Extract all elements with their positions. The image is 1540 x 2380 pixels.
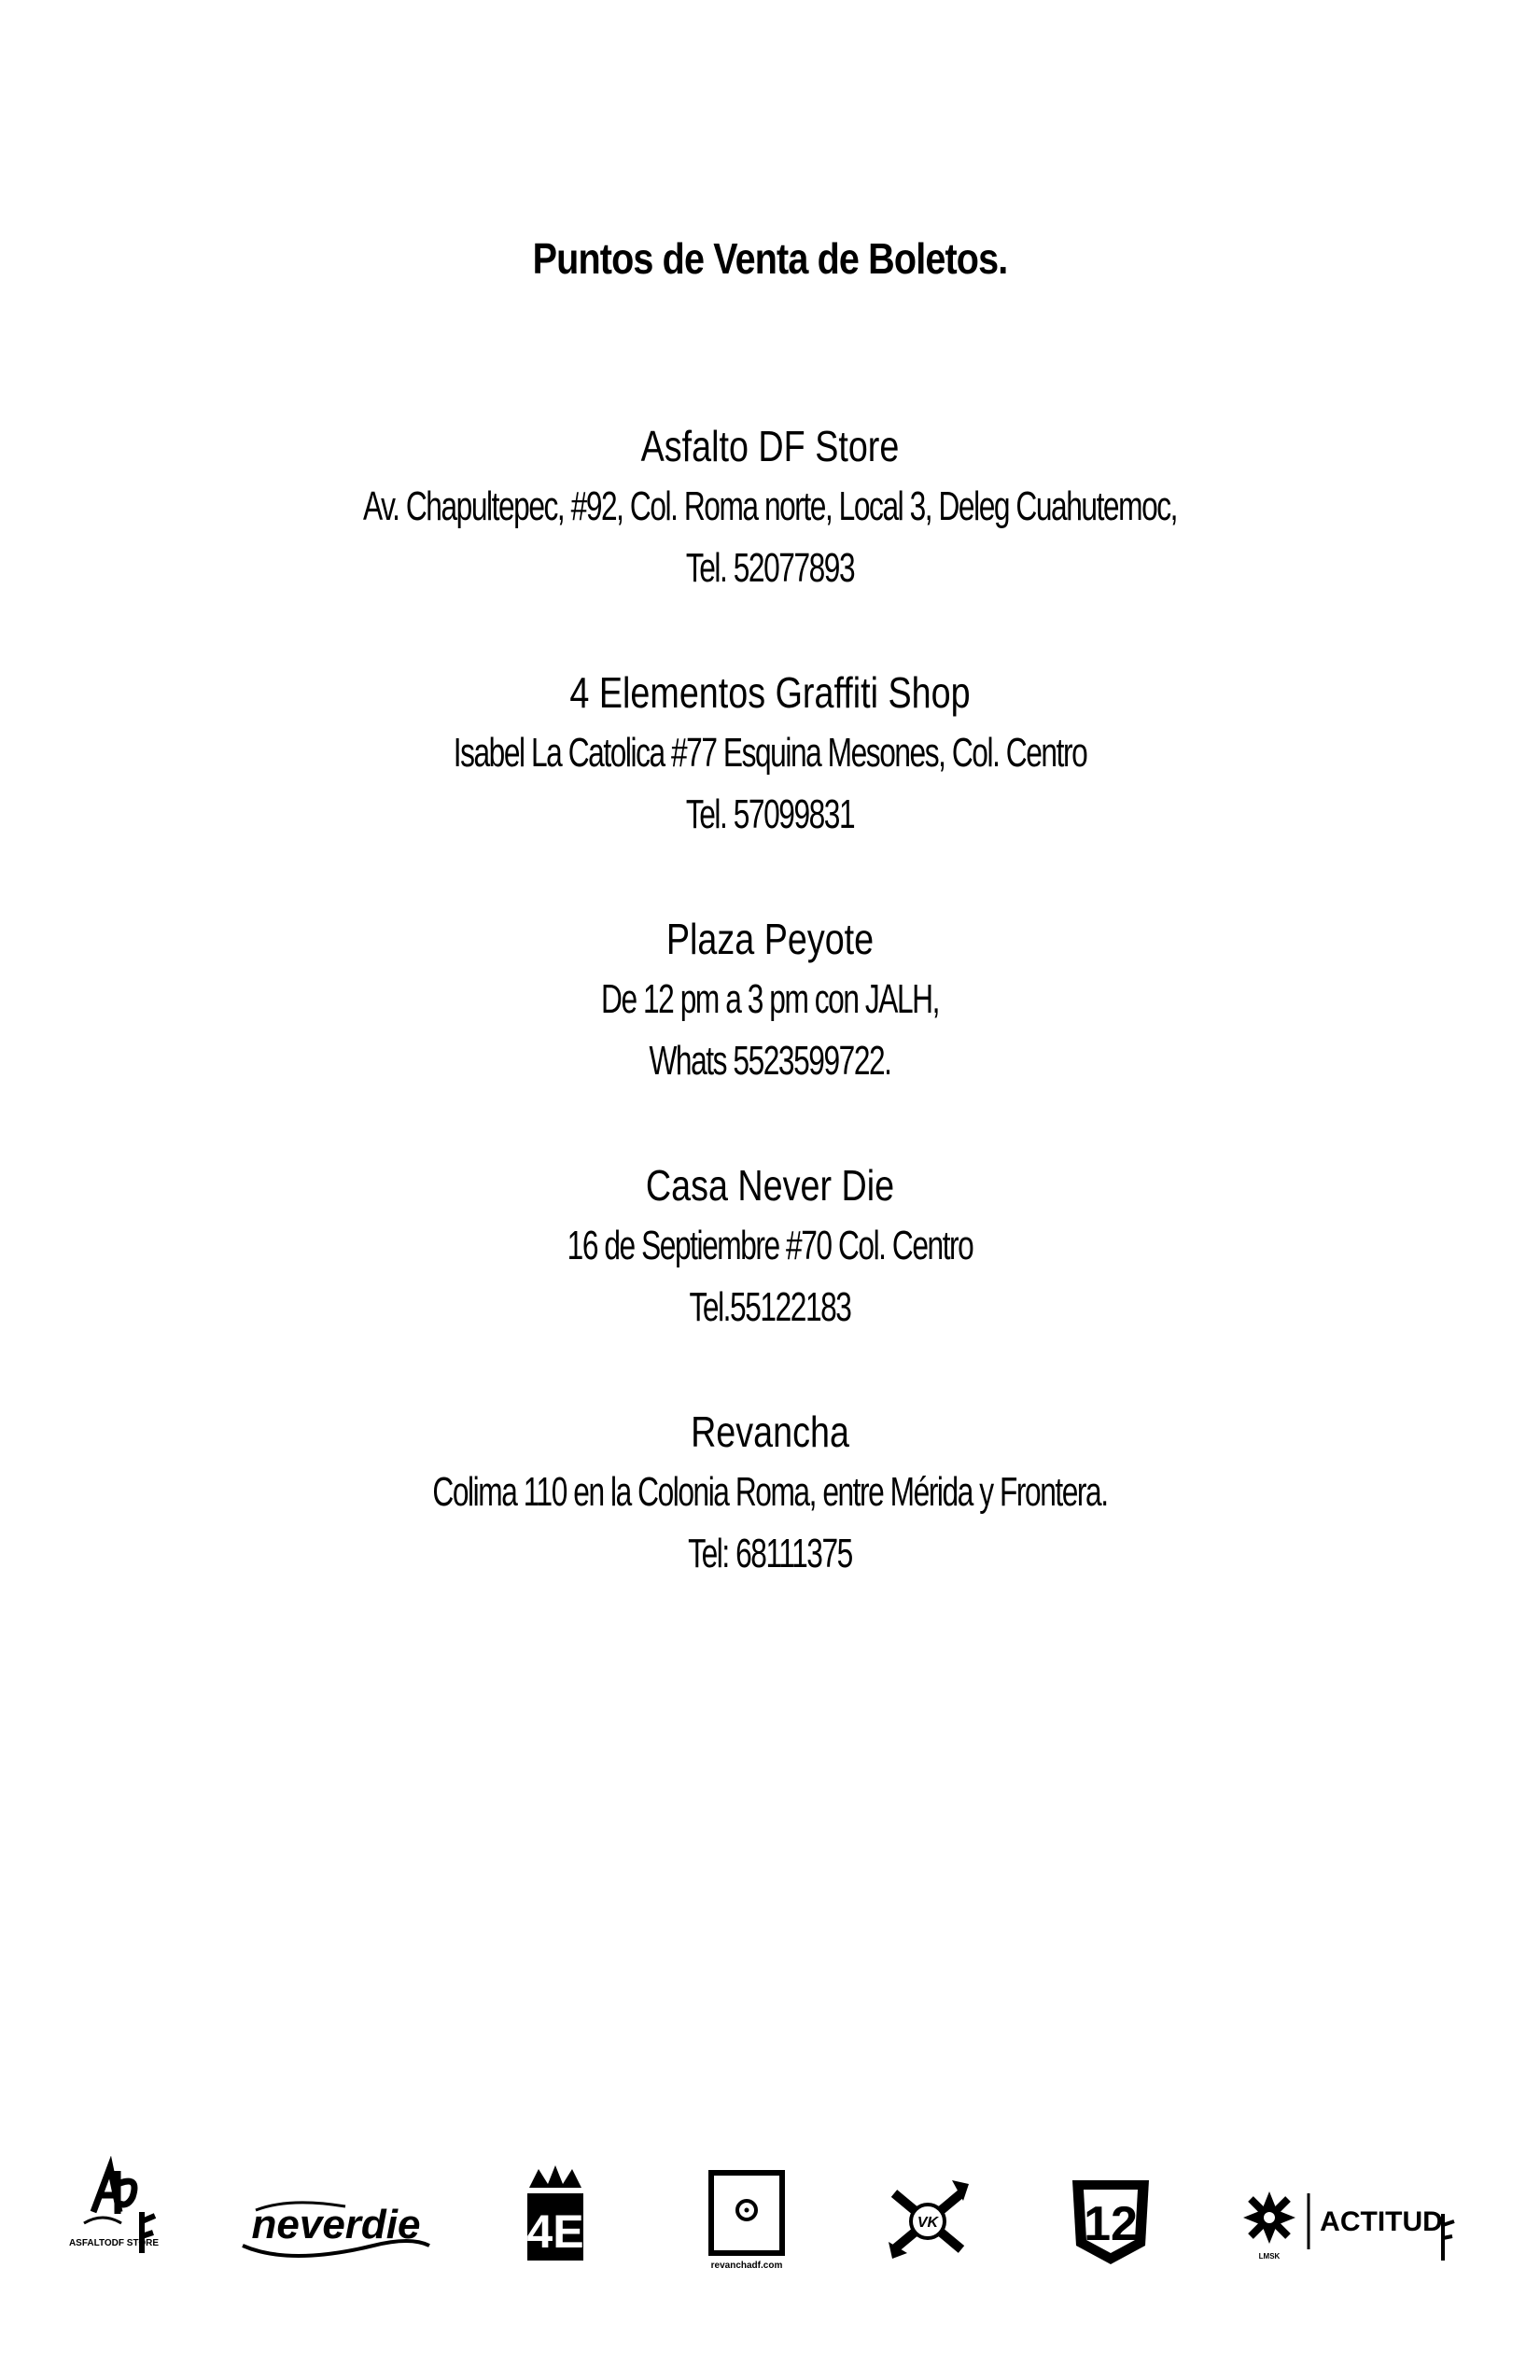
sponsor-logos [56,2156,1484,2287]
store-phone: Tel.55122183 [689,1284,851,1330]
revancha-logo [700,2156,793,2287]
store-name: Casa Never Die [645,1161,895,1210]
store-phone: Whats 5523599722. [649,1038,891,1084]
vk-logo-text: VK [917,2215,939,2231]
store-phone: Tel: 68111375 [688,1531,852,1576]
store-revancha [0,1402,1540,1648]
asfalto-logo-text: ASFALTODF STORE [68,2238,160,2248]
store-plaza-peyote [0,909,1540,1155]
crew-logo-text: 12 [1084,2197,1138,2251]
actitud-logo-subtext: LMSK [1258,2252,1281,2261]
store-name: 4 Elementos Graffiti Shop [569,668,971,717]
store-phone: Tel. 52077893 [685,545,855,591]
store-list [0,416,1540,1648]
cuatro-elementos-logo [509,2156,602,2287]
asfalto-store-logo [65,2156,168,2287]
revancha-logo-text: revanchadf.com [710,2261,783,2271]
page-title: Puntos de Venta de Boletos. [532,234,1008,283]
store-hours: De 12 pm a 3 pm con JALH, [601,976,939,1022]
store-address: Av. Chapultepec, #92, Col. Roma norte, Local 3, Deleg Cuahutemoc, [362,483,1178,529]
vk-arrows-logo [877,2156,980,2287]
neverdie-logo-text: neverdie [251,2202,421,2247]
store-name: Plaza Peyote [665,915,875,963]
store-casa-never-die [0,1155,1540,1402]
store-4-elementos [0,663,1540,909]
store-name: Asfalto DF Store [640,422,900,470]
store-address: Colima 110 en la Colonia Roma, entre Mérida y Frontera. [432,1469,1108,1515]
crew-shield-logo [1059,2156,1162,2287]
store-address: 16 de Septiembre #70 Col. Centro [567,1223,973,1268]
store-address: Isabel La Catolica #77 Esquina Mesones, Col. Centro [453,730,1087,776]
neverdie-logo [233,2156,439,2287]
actitud-logo-text: ACTITUD [1320,2206,1443,2237]
store-phone: Tel. 57099831 [685,791,855,837]
cuatro-elementos-logo-text: 4E [526,2205,584,2258]
store-asfalto [0,416,1540,663]
actitud-logo [1232,2156,1465,2287]
store-name: Revancha [691,1407,849,1456]
